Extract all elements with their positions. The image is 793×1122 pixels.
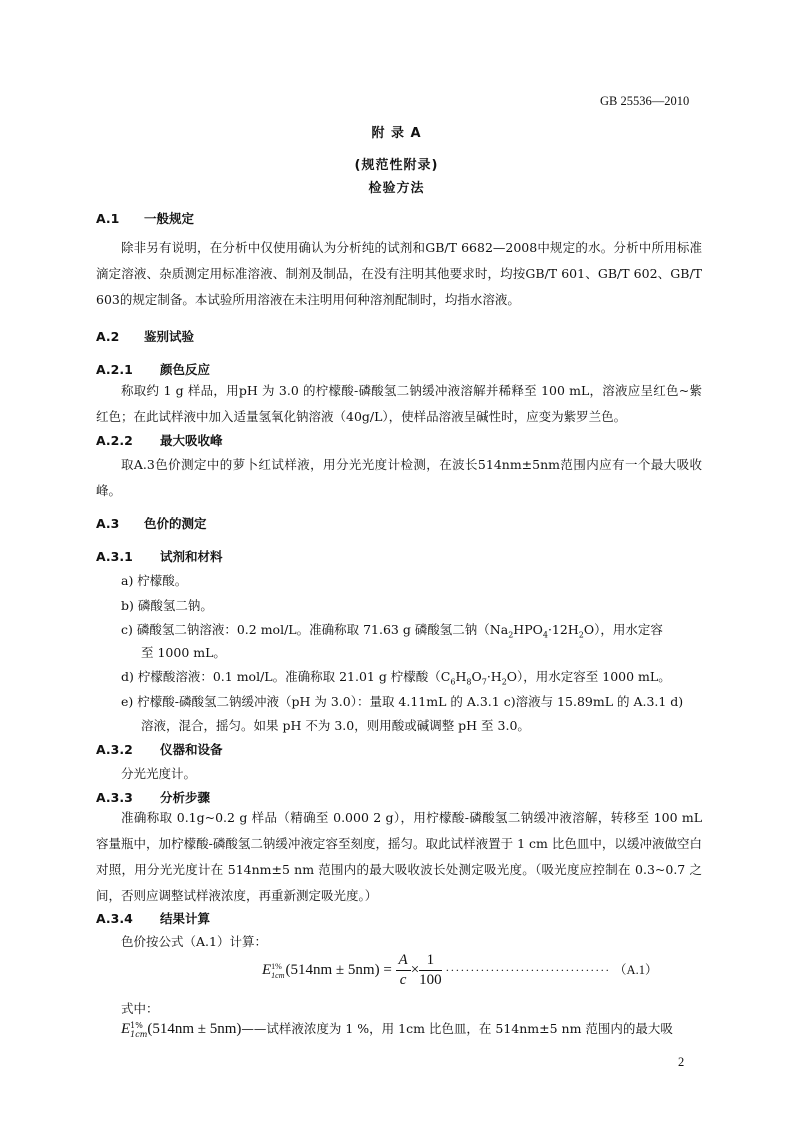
numerator: A (396, 952, 411, 971)
subscript: 4 (542, 630, 548, 640)
where-label: 式中： (121, 1001, 159, 1016)
section-a34-heading (96, 909, 210, 927)
list-item-b: b) 磷酸氢二钠。 (121, 598, 213, 613)
section-title: 颜色反应 (160, 362, 211, 377)
list-item-d (121, 667, 671, 687)
formula-argument: (514nm ± 5nm) (147, 1021, 242, 1037)
item-text: HPO (513, 622, 543, 637)
section-title: 最大吸收峰 (160, 433, 223, 448)
section-a1-paragraph: 除非另有说明，在分析中仅使用确认为分析纯的试剂和GB/T 6682—2008中规定的水。分析中所用标准滴定溶液、杂质测定用标准溶液、制剂及制品，在没有注明其他要求时，均按GB/T 601、GB/T 602、GB/T 603的规定制备。本试验所用溶液在未注明用何种溶剂配制时，均指水溶液。 (96, 240, 702, 307)
section-a22-paragraph: 取A.3色价测定中的萝卜红试样液，用分光光度计检测，在波长514nm±5nm范围内应有一个最大吸收峰。 (96, 457, 702, 498)
section-number: A.3.1 (96, 549, 133, 564)
appendix-title: 附 录 A (371, 126, 422, 141)
section-number: A.2.1 (96, 362, 133, 377)
formula-symbol: E (121, 1021, 131, 1037)
section-title: 结果计算 (160, 911, 211, 926)
list-item-a: a) 柠檬酸。 (121, 573, 188, 588)
numerator: 1 (419, 952, 442, 971)
section-a21-paragraph: 称取约 1 g 样品，用pH 为 3.0 的柠檬酸-磷酸氢二钠缓冲液溶解并稀释至 100 mL，溶液应呈红色~紫红色；在此试样液中加入适量氢氧化钠溶液（40g/L），使样品溶液呈碱性时，应变为紫罗兰色。 (96, 383, 702, 424)
standard-number: GB 25536—2010 (600, 94, 690, 108)
section-number: A.3.4 (96, 911, 133, 926)
section-number: A.3.3 (96, 790, 133, 805)
formula-equals: = (383, 961, 392, 978)
formula-definition (121, 1019, 673, 1039)
section-title: 色价的测定 (144, 516, 207, 531)
formula-symbol: E (262, 961, 272, 978)
item-text: ·H (486, 669, 502, 684)
section-a33-paragraph: 准确称取 0.1g~0.2 g 样品（精确至 0.000 2 g），用柠檬酸-磷酸氢二钠缓冲液溶解，转移至 100 mL 容量瓶中，加柠檬酸-磷酸氢二钠缓冲液定容至刻度，摇匀。取此试样液置于 1 cm 比色皿中，以缓冲液做空白对照，用分光光度计在 514nm±5 nm 范围内的最大吸收波长处测定吸光度。（吸光度应控制在 0.3~0.7 之间，否则应调整试样液浓度，再重新测定吸光度。） (96, 810, 702, 903)
appendix-subtitle: 检验方法 (368, 181, 425, 196)
section-title: 鉴别试验 (144, 329, 195, 344)
section-a31-heading (96, 547, 223, 565)
item-text: O (471, 669, 482, 684)
subscript: 7 (481, 677, 487, 687)
list-item-c (121, 620, 663, 640)
fraction-1-over-100 (419, 952, 442, 989)
formula-a1 (262, 952, 657, 989)
appendix-type: (规范性附录) (354, 158, 439, 173)
section-a2-heading (96, 327, 194, 345)
list-item-e-cont: 溶液，混合，摇匀。如果 pH 不为 3.0，则用酸或碱调整 pH 至 3.0。 (141, 718, 530, 733)
formula-intro: 色价按公式（A.1）计算： (121, 934, 267, 949)
section-a22-heading (96, 431, 223, 449)
section-a32-text: 分光光度计。 (121, 766, 197, 781)
subscript: 8 (466, 677, 472, 687)
subscript: 2 (501, 677, 507, 687)
section-number: A.3.2 (96, 742, 133, 757)
section-number: A.2 (96, 329, 120, 344)
subscript: 2 (578, 630, 584, 640)
formula-scripts (130, 1021, 147, 1039)
section-title: 仪器和设备 (160, 742, 223, 757)
denominator: c (399, 972, 407, 988)
formula-argument: (514nm ± 5nm) (285, 961, 380, 978)
section-number: A.1 (96, 211, 120, 226)
section-title: 一般规定 (144, 211, 195, 226)
item-text: d) 柠檬酸溶液：0.1 mol/L。准确称取 21.01 g 柠檬酸（C (121, 669, 451, 684)
item-text: ·12H (547, 622, 579, 637)
superscript: 1% (130, 1020, 143, 1030)
subscript: 6 (450, 677, 456, 687)
item-text: O），用水定容 (583, 622, 663, 637)
subscript: 1cm (271, 970, 285, 980)
list-item-c-cont: 至 1000 mL。 (141, 645, 226, 660)
section-a1-heading (96, 209, 194, 227)
item-text: c) 磷酸氢二钠溶液：0.2 mol/L。准确称取 71.63 g 磷酸氢二钠（Na (121, 622, 509, 637)
formula-times: × (410, 961, 420, 978)
section-a21-heading (96, 360, 210, 378)
formula-scripts (271, 962, 284, 980)
section-title: 试剂和材料 (160, 549, 223, 564)
section-a33-heading (96, 788, 210, 806)
list-item-e: e) 柠檬酸-磷酸氢二钠缓冲液（pH 为 3.0）：量取 4.11mL 的 A.3.1 c)溶液与 15.89mL 的 A.3.1 d) (121, 694, 684, 709)
page-number: 2 (678, 1055, 685, 1069)
subscript: 1cm (130, 1029, 148, 1039)
section-number: A.2.2 (96, 433, 133, 448)
item-text: H (455, 669, 467, 684)
section-number: A.3 (96, 516, 120, 531)
item-text: O），用水定容至 1000 mL。 (506, 669, 671, 684)
fraction-a-over-c (396, 952, 411, 989)
superscript: 1% (271, 961, 282, 971)
denominator: 100 (419, 972, 442, 988)
section-title: 分析步骤 (160, 790, 211, 805)
leader-dots: ································· (445, 962, 611, 977)
subscript: 2 (508, 630, 514, 640)
section-a3-heading (96, 514, 207, 532)
formula-label: （A.1） (614, 962, 658, 977)
definition-text: ——试样液浓度为 1 %，用 1cm 比色皿，在 514nm±5 nm 范围内的最大吸 (241, 1021, 673, 1036)
section-a32-heading (96, 740, 223, 758)
